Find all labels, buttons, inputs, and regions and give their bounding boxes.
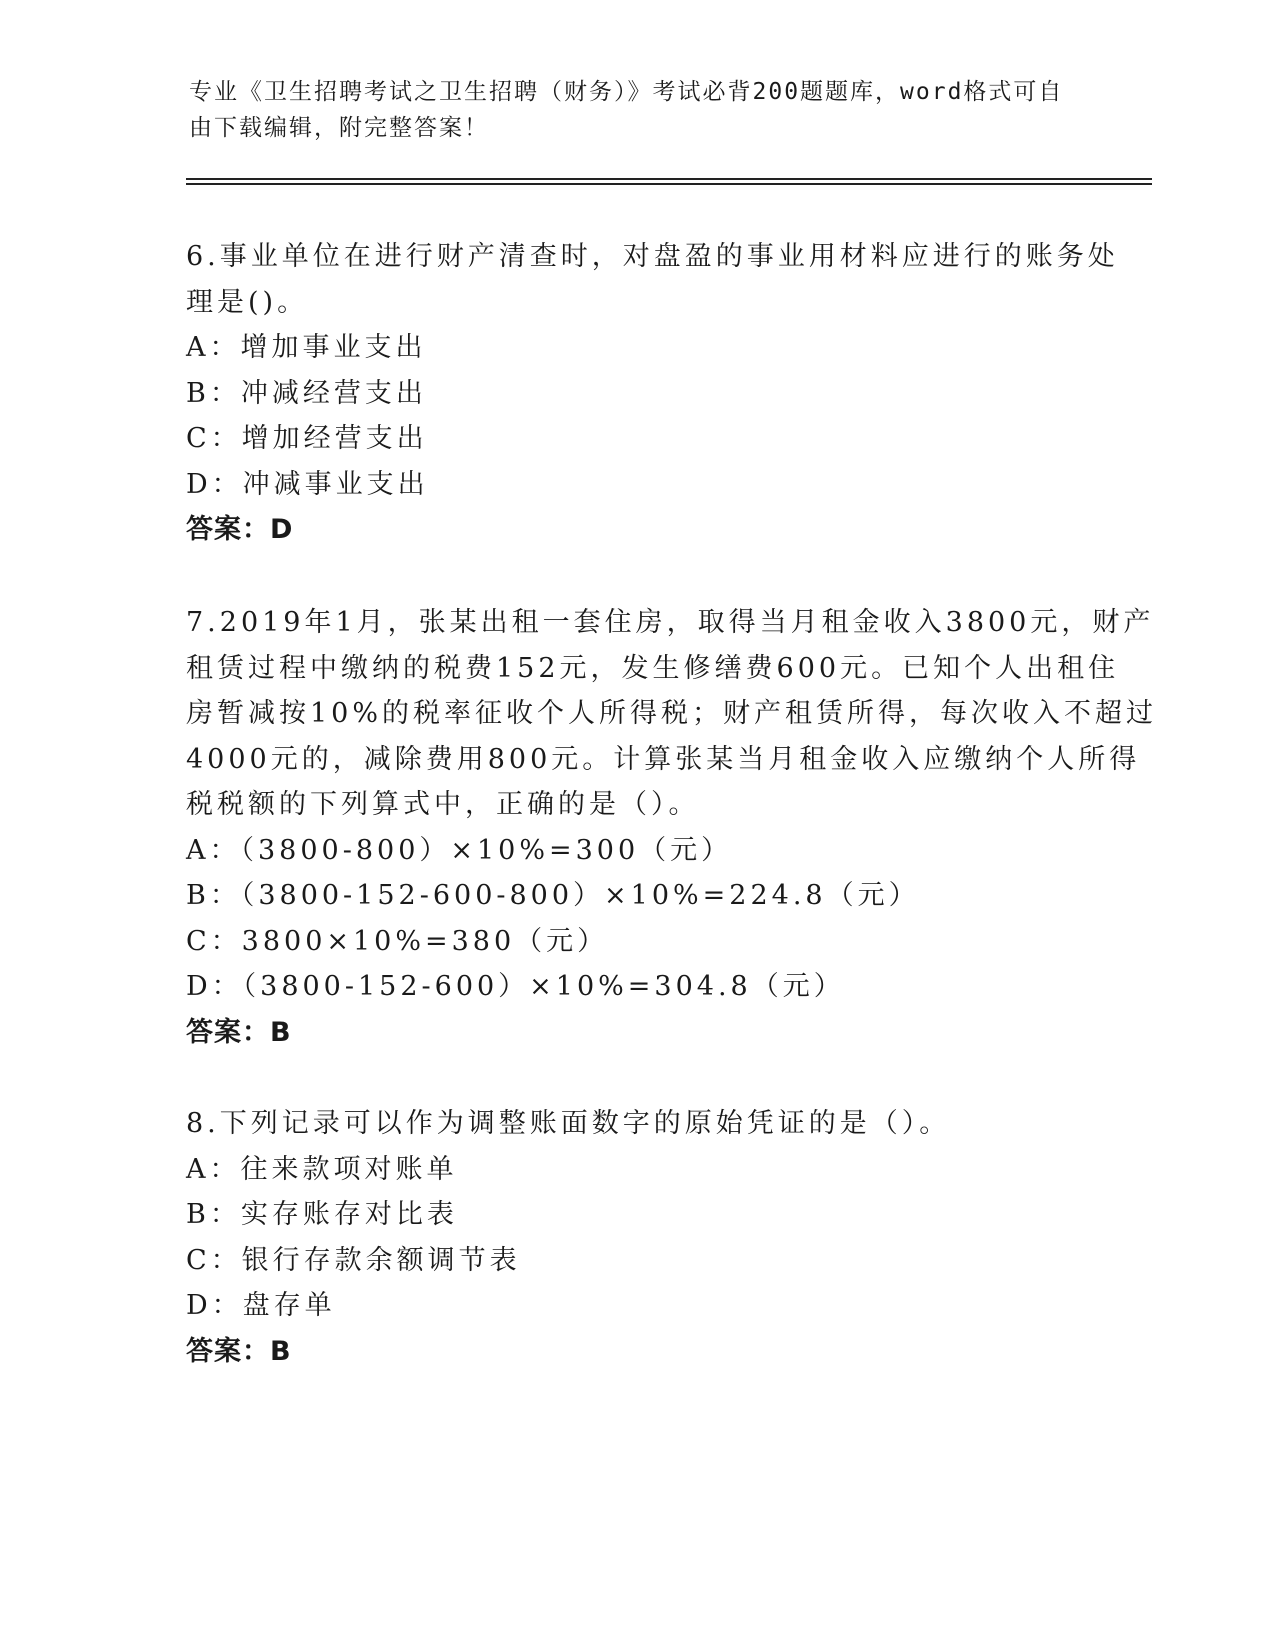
- option-a: A：往来款项对账单: [186, 1153, 458, 1185]
- document-header: [189, 74, 1069, 146]
- header-line: 专业《卫生招聘考试之卫生招聘（财务）》考试必背200题题库，word格式可自: [189, 79, 1064, 105]
- question-stem: 租赁过程中缴纳的税费152元，发生修缮费600元。已知个人出租住: [186, 652, 1120, 684]
- header-line: 由下载编辑，附完整答案！: [189, 115, 489, 141]
- header-divider: [186, 178, 1152, 180]
- option-d: D：（3800-152-600）×10%=304.8（元）: [186, 971, 845, 1002]
- option-c: C：增加经营支出: [186, 423, 428, 454]
- question-stem: 理是()。: [186, 286, 309, 318]
- option-b: B：冲减经营支出: [186, 377, 427, 409]
- question-stem: 房暂减按10%的税率征收个人所得税；财产租赁所得，每次收入不超过: [186, 698, 1158, 729]
- question-stem: 8.下列记录可以作为调整账面数字的原始凭证的是（）。: [186, 1108, 951, 1139]
- option-d: D：冲减事业支出: [186, 468, 429, 500]
- question-stem: 税税额的下列算式中，正确的是（）。: [186, 789, 700, 820]
- option-a: A：增加事业支出: [186, 332, 427, 363]
- option-a: A：（3800-800）×10%=300（元）: [186, 834, 733, 866]
- question-7: [186, 600, 1158, 1055]
- header-divider: [186, 183, 1152, 185]
- option-c: C：银行存款余额调节表: [186, 1244, 521, 1276]
- question-8: [186, 1101, 1086, 1374]
- option-c: C：3800×10%=380（元）: [186, 925, 609, 957]
- question-6: [186, 234, 1119, 553]
- answer-line: 答案：B: [186, 1335, 292, 1367]
- answer-line: 答案：B: [186, 1016, 292, 1048]
- option-d: D：盘存单: [186, 1290, 336, 1321]
- question-stem: 4000元的，减除费用800元。计算张某当月租金收入应缴纳个人所得: [186, 743, 1141, 775]
- question-stem: 6.事业单位在进行财产清查时，对盘盈的事业用材料应进行的账务处: [186, 241, 1119, 272]
- option-b: B：实存账存对比表: [186, 1199, 458, 1230]
- question-stem: 7.2019年1月，张某出租一套住房，取得当月租金收入3800元，财产: [186, 607, 1155, 638]
- answer-line: 答案：D: [186, 514, 294, 545]
- option-b: B：（3800-152-600-800）×10%=224.8（元）: [186, 880, 920, 911]
